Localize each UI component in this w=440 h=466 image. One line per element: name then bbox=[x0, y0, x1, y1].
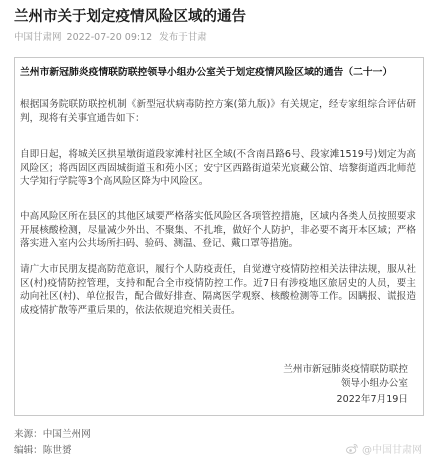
watermark bbox=[345, 441, 422, 456]
notice-paragraph: 请广大市民朋友提高防范意识，履行个人防疫责任，自觉遵守疫情防控相关法律法规，服从社区(村)疫情防控管理，支持和配合全市疫情防控工作。近7日有涉疫地区旅居史的人员，要主动向社区(村)、单位报告，配合做好排查、隔离医学观察、核酸检测等工作。因瞒报、谎报造成疫情扩散等严重后果的，依法依规追究相关责任。 bbox=[20, 264, 416, 316]
notice-title: 兰州市新冠肺炎疫情联防联控领导小组办公室关于划定疫情风险区域的通告（二十一） bbox=[20, 67, 393, 78]
watermark-text: @中国甘肃网 bbox=[362, 445, 422, 456]
article-meta bbox=[14, 31, 207, 45]
article-publisher: 发布于甘肃 bbox=[159, 32, 207, 43]
notice-signature-line: 领导小组办公室 bbox=[340, 378, 408, 389]
notice-paragraph: 根据国务院联防联控机制《新型冠状病毒防控方案(第九版)》有关规定，经专家组综合评估研判，现将有关事宜通告如下： bbox=[20, 99, 416, 124]
article-title: 兰州市关于划定疫情风险区域的通告 bbox=[14, 9, 246, 25]
notice-signature-line: 兰州市新冠肺炎疫情联防联控 bbox=[283, 364, 408, 375]
article-datetime: 2022-07-20 09:12 bbox=[66, 32, 153, 43]
weibo-logo-icon bbox=[345, 442, 359, 456]
footer-editor: 编辑：陈世赟 bbox=[14, 445, 72, 456]
footer-source: 来源：中国兰州网 bbox=[14, 429, 91, 440]
notice-paragraph: 中高风险区所在县区的其他区域要严格落实低风险区各项管控措施，区域内各类人员按照要求开展核酸检测，尽量减少外出、不聚集、不扎堆，做好个人防护，非必要不离开本区域；严格落实进入室内公共场所扫码、验码、测温、登记、戴口罩等措施。 bbox=[20, 211, 416, 249]
article-source[interactable]: 中国甘肃网 bbox=[14, 32, 62, 43]
notice-paragraph: 自即日起，将城关区拱星墩街道段家滩村社区全域(不含南昌路6号、段家滩1519号)划定为高风险区；将西固区西固城街道玉和苑小区；安宁区西路街道荣光宸藏公馆、培黎街道西北师范大学知行学院等3个高风险区降为中风险区。 bbox=[20, 149, 416, 187]
notice-date: 2022年7月19日 bbox=[336, 394, 408, 405]
